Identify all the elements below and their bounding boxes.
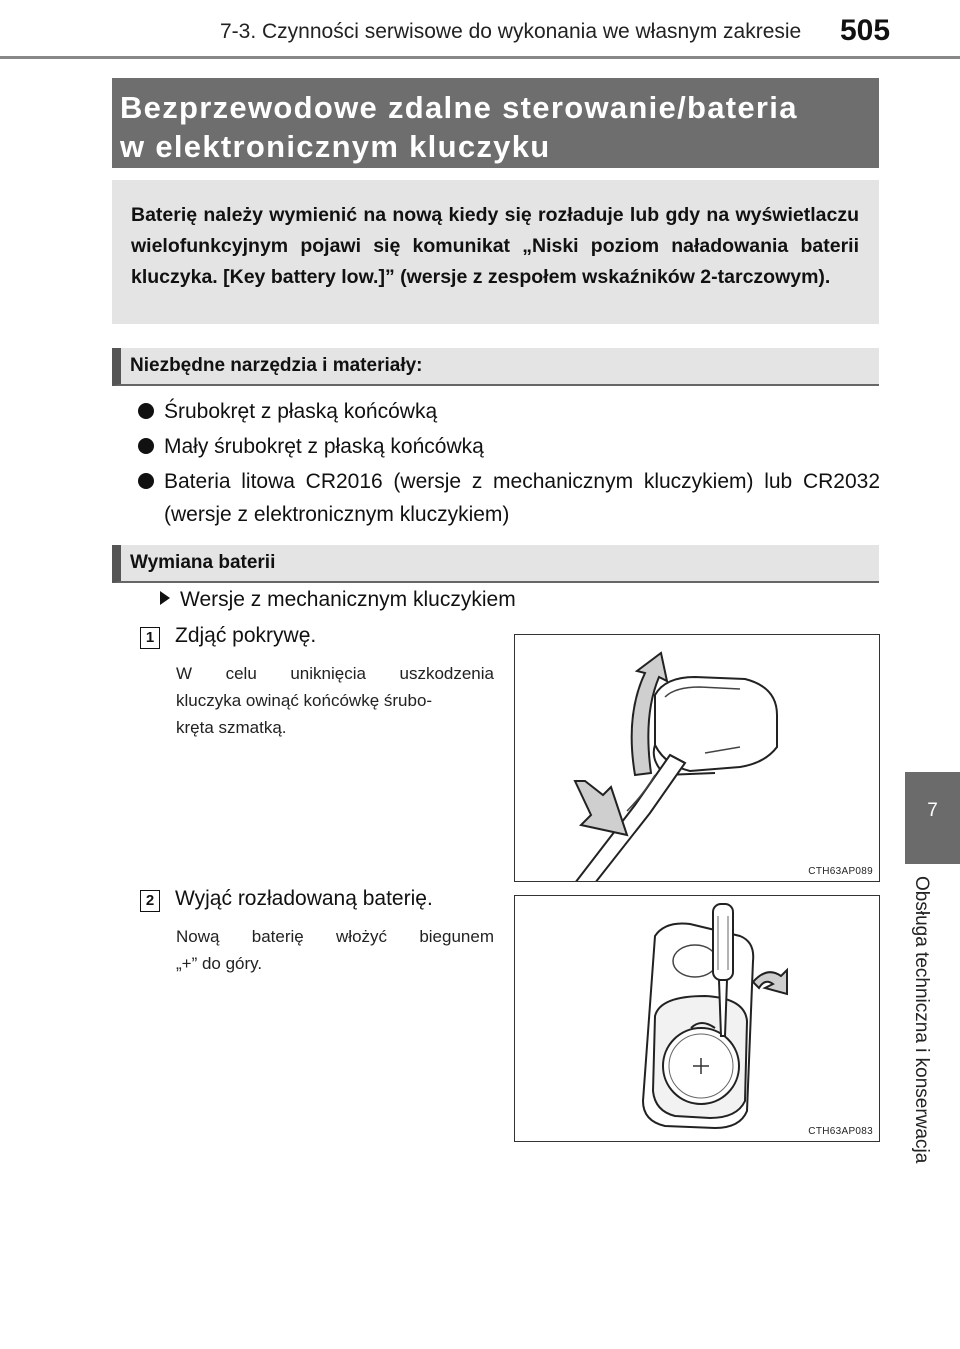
figure-remove-cover: [514, 634, 880, 882]
step-1-desc-line: kręta szmatką.: [176, 718, 287, 737]
remove-battery-illustration: [515, 896, 880, 1142]
tool-item-1: [138, 395, 880, 428]
tool-item-3: [138, 465, 880, 531]
step-1-title: Zdjąć pokrywę.: [175, 624, 317, 647]
page-title: [112, 78, 879, 168]
tool-item-text: Bateria litowa CR2016 (wersje z mechanicznym kluczykiem) lub CR2032 (wersje z elektronicznym kluczykiem): [164, 470, 880, 526]
figure-code: CTH63AP083: [808, 1126, 873, 1137]
header-rule: [0, 56, 960, 59]
bullet-icon: [138, 473, 154, 489]
chapter-number: 7: [927, 800, 938, 821]
tool-item-2: [138, 430, 880, 463]
step-2-description: [176, 923, 494, 977]
figure-code: CTH63AP089: [808, 866, 873, 877]
remove-cover-illustration: [515, 635, 880, 882]
step-2-desc-line: „+” do góry.: [176, 954, 263, 973]
page-title-line-2: w elektronicznym kluczyku: [120, 129, 551, 164]
tool-item-text: Śrubokręt z płaską końcówką: [164, 400, 438, 423]
step-number-1: 1: [140, 627, 160, 649]
variant-text: Wersje z mechanicznym kluczykiem: [180, 588, 516, 611]
step-2-desc-line: Nową baterię włożyć biegunem: [176, 927, 494, 946]
triangle-arrow-icon: [160, 591, 170, 605]
page-number: 505: [840, 14, 891, 47]
running-header: 7-3. Czynności serwisowe do wykonania we własnym zakresie: [220, 20, 802, 43]
step-1-desc-line: W celu uniknięcia uszkodzenia: [176, 664, 494, 683]
bullet-icon: [138, 403, 154, 419]
figure-remove-battery: [514, 895, 880, 1142]
page-title-line-1: Bezprzewodowe zdalne sterowanie/bateria: [120, 90, 798, 125]
step-1-description: [176, 660, 494, 741]
tools-section-heading: Niezbędne narzędzia i materiały:: [112, 348, 879, 386]
intro-note: Baterię należy wymienić na nową kiedy się rozładuje lub gdy na wyświetlaczu wielofunkcyjnym pojawi się komunikat „Niski poziom naładowania baterii kluczyka. [Key battery low.]” (wersje z zespołem wskaźników 2-tarczowym).: [112, 180, 879, 324]
replacement-section-heading: Wymiana baterii: [112, 545, 879, 583]
step-2-title: Wyjąć rozładowaną baterię.: [175, 887, 433, 910]
chapter-title: Obsługa techniczna i konserwacja: [911, 876, 932, 1164]
variant-label: [160, 588, 516, 612]
bullet-icon: [138, 438, 154, 454]
tool-item-text: Mały śrubokręt z płaską końcówką: [164, 435, 484, 458]
step-number-2: 2: [140, 890, 160, 912]
step-1-desc-line: kluczyka owinąć końcówkę śrubo-: [176, 691, 433, 710]
